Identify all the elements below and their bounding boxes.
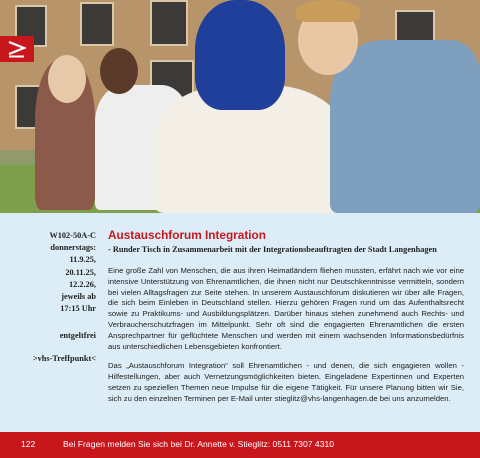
course-date: 11.9.25,	[69, 255, 96, 265]
course-location: >vhs-Treffpunkt<	[32, 353, 96, 363]
course-description-paragraph-2: Das „Austauschforum Integration“ soll Ehrenamtlichen - und denen, die sich engagieren wollen - Hilfestellungen, aber auch Vernetzungsmöglichkeiten bieten. Eingeladene Expertinnen und Experten setzen zu speziellen Themen neue Impulse für die eigene Tätigkeit. Für unsere Planung bitten wir Sie, sich zu den einzelnen Terminen per E-Mail unter stieglitz@vhs-langenhagen.de bei uns anzumelden.	[108, 361, 464, 403]
header-photo	[0, 0, 480, 213]
person-right-man	[330, 40, 480, 213]
course-description-paragraph-1: Eine große Zahl von Menschen, die aus ihren Heimatländern fliehen mussten, erfährt nach wie vor eine intensive Unterstützung von Ehrenamtlichen, die ihnen nicht nur Deutschkenntnisse vermitteln, sondern bei vielen Alltagsfragen zur Seite stehen. In unserem Austauschforum diskutieren wir über alle Fragen, die sich beim Einleben in Deutschland stellen. Hierzu gehören Fragen rund um das Aufenthaltsrecht sowie zu Praktikums- und Ausbildungsplätzen. Darüber hinaus stehen zunehmend auch Rechts- und Verbraucherschutzfragen im Mittelpunkt. Sehr oft sind die engagierten Ehrenamtlichen die ersten Ansprechpartner für geflüchtete Menschen und werden mit einem wachsenden Informationsbedürfnis aus unterschiedlichen Lebensgebieten konfrontiert.	[108, 266, 464, 351]
course-subtitle: - Runder Tisch in Zusammenarbeit mit der Integrationsbeauftragten der Stadt Langenhagen	[108, 245, 437, 254]
course-time-label: jeweils ab	[61, 292, 96, 302]
page-number: 122	[21, 439, 36, 449]
course-time: 17:15 Uhr	[60, 304, 96, 314]
footer-contact-text: Bei Fragen melden Sie sich bei Dr. Annette v. Stieglitz: 0511 7307 4310	[63, 439, 335, 449]
course-weekday: donnerstags:	[50, 243, 96, 253]
chevron-right-equals-icon	[6, 40, 28, 58]
course-date: 20.11.25,	[65, 267, 96, 277]
course-date: 12.2.26,	[69, 279, 96, 289]
section-badge	[0, 36, 34, 62]
person-hijab	[195, 0, 285, 110]
course-title: Austauschforum Integration	[108, 228, 266, 242]
person-man-head	[100, 48, 138, 94]
building-window	[80, 2, 114, 46]
course-price: entgeltfrei	[59, 331, 96, 341]
course-code: W102-50A-C	[49, 231, 96, 240]
page-footer	[0, 432, 480, 458]
course-meta	[10, 230, 96, 365]
building-window	[150, 0, 188, 46]
course-article	[108, 228, 464, 405]
person-right-man-hair	[296, 0, 360, 22]
person-left-woman-head	[48, 55, 86, 103]
